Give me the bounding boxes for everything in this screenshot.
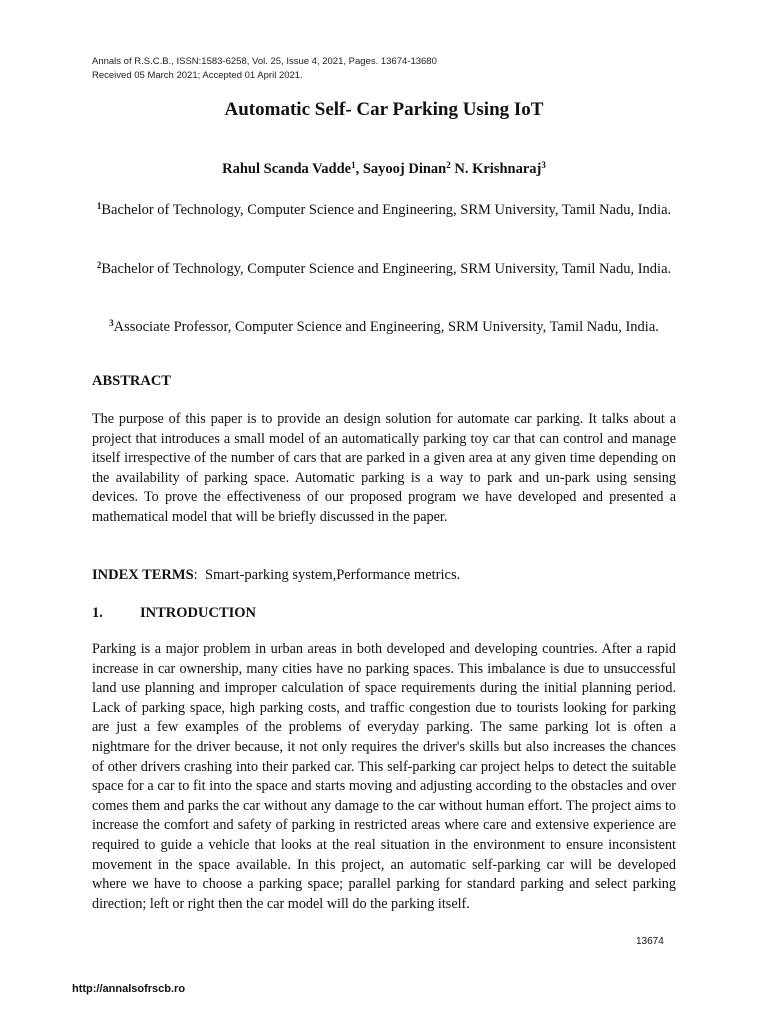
footer-url[interactable]: http://annalsofrscb.ro [72, 983, 186, 995]
author-affiliation-mark: 2 [446, 160, 451, 170]
index-terms [92, 566, 676, 586]
section-number: 1. [92, 605, 103, 621]
affiliation [92, 200, 676, 220]
page-number: 13674 [636, 936, 664, 947]
author-affiliation-mark: 1 [351, 160, 356, 170]
abstract-heading: ABSTRACT [92, 373, 171, 389]
author-list [0, 161, 768, 178]
affiliation [92, 259, 676, 279]
author-name: Rahul Scanda Vadde [222, 161, 352, 177]
received-accepted-dates: Received 05 March 2021; Accepted 01 April 2021. [92, 70, 303, 81]
author-separator: , [355, 161, 363, 177]
affiliation-mark: 1 [96, 201, 102, 211]
affiliation-mark: 3 [109, 318, 114, 328]
affiliation-text: Bachelor of Technology, Computer Science and Engineering, SRM University, Tamil Nadu, India. [101, 202, 672, 218]
author-name: Sayooj Dinan [362, 161, 447, 177]
affiliation-text: Associate Professor, Computer Science and Engineering, SRM University, Tamil Nadu, India. [113, 319, 659, 335]
affiliation [92, 317, 676, 337]
index-terms-label: INDEX TERMS [92, 567, 194, 583]
index-terms-colon: : [193, 567, 198, 583]
author-affiliation-mark: 3 [541, 160, 546, 170]
introduction-body: Parking is a major problem in urban areas in both developed and developing countries. After a rapid increase in car ownership, many cities have no parking spaces. This imbalance is due to unsuccessful land use planning and improper calculation of space requirements during the initial planning period. Lack of parking space, high parking costs, and traffic congestion due to tourists looking for parking are just a few examples of the problems of everyday parking. The same parking lot is often a nightmare for the driver because, it not only requires the driver's skills but also increases the chances of other drivers crashing into their parked car. This self-parking car project helps to detect the suitable space for a car to fit into the space and starts moving and adjusting according to the obstacles and over comes them and parks the car without any damage to the car without human effort. The project aims to increase the comfort and safety of parking in restricted areas where care and extensive experience are required to guide a vehicle that looks at the real situation in the environment to ensure inconsistent movement in the space available. In this project, an automatic self-parking car will be developed where we have to choose a parking space; parallel parking for standard parking and select parking direction; left or right then the car model will do the parking itself. [92, 641, 676, 912]
section-title: INTRODUCTION [140, 605, 257, 621]
journal-header [92, 55, 437, 83]
affiliation-mark: 2 [96, 260, 102, 270]
journal-info: Annals of R.S.C.B., ISSN:1583-6258, Vol. 25, Issue 4, 2021, Pages. 13674-13680 [92, 56, 437, 67]
index-terms-text: Smart-parking system,Performance metrics. [204, 567, 461, 583]
affiliation-text: Bachelor of Technology, Computer Science and Engineering, SRM University, Tamil Nadu, India. [101, 261, 672, 277]
introduction-heading [92, 605, 256, 622]
author-name: N. Krishnaraj [454, 161, 542, 177]
abstract-body: The purpose of this paper is to provide an design solution for automate car parking. It talks about a project that introduces a small model of an automatically parking toy car that can control and manage itself irrespective of the number of cars that are parked in a given area at any given time depending on the availability of parking space. Automatic parking is a way to park and un-park using sensing devices. To prove the effectiveness of our proposed program we have developed and presented a mathematical model that will be briefly discussed in the paper. [92, 411, 676, 525]
paper-title: Automatic Self- Car Parking Using IoT [224, 99, 544, 120]
